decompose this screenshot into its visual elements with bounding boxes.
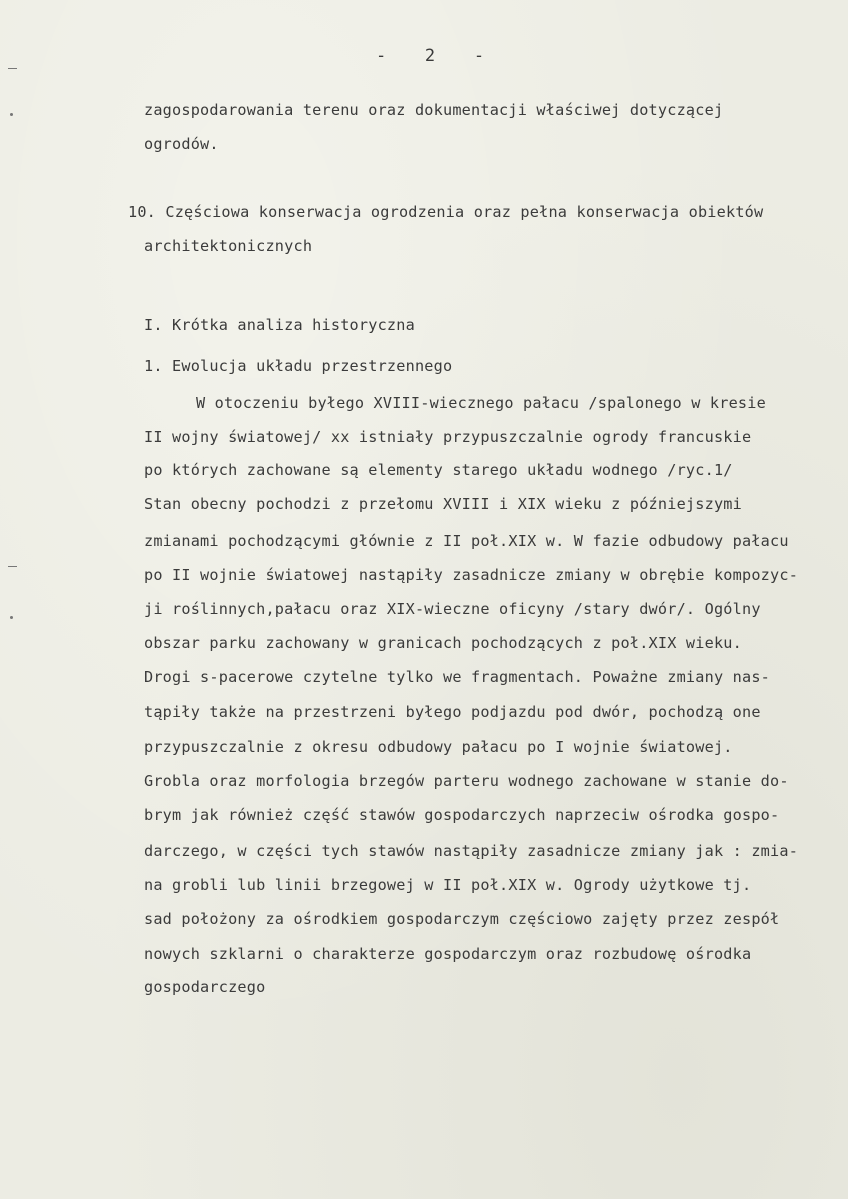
- body-line-9: Drogi s-pacerowe czytelne tylko we fragmentach. Poważne zmiany nas-: [144, 668, 771, 686]
- body-line-10: tąpiły także na przestrzeni byłego podjazdu pod dwór, pochodzą one: [144, 703, 761, 721]
- margin-mark-upper: [10, 113, 13, 116]
- body-line-6: po II wojnie światowej nastąpiły zasadnicze zmiany w obrębie kompozyc-: [144, 566, 799, 584]
- item-10-line-1: 10. Częściowa konserwacja ogrodzenia oraz pełna konserwacja obiektów: [128, 203, 764, 221]
- body-line-4: Stan obecny pochodzi z przełomu XVIII i XIX wieku z późniejszymi: [144, 495, 742, 513]
- body-line-14: darczego, w części tych stawów nastąpiły zasadnicze zmiany jak : zmia-: [144, 842, 799, 860]
- body-line-5: zmianami pochodzącymi głównie z II poł.XIX w. W fazie odbudowy pałacu: [144, 532, 789, 550]
- intro-line-2: ogrodów.: [144, 135, 219, 153]
- body-line-2: II wojny światowej/ xx istniały przypuszczalnie ogrody francuskie: [144, 428, 752, 446]
- subsection-heading: 1. Ewolucja układu przestrzennego: [144, 357, 453, 375]
- body-line-13: brym jak również część stawów gospodarczych naprzeciw ośrodka gospo-: [144, 806, 780, 824]
- body-line-1: W otoczeniu byłego XVIII-wiecznego pałacu /spalonego w kresie: [196, 394, 766, 412]
- margin-mark-top: [8, 68, 17, 69]
- body-line-18: gospodarczego: [144, 978, 266, 996]
- page-number: - 2 -: [375, 46, 487, 66]
- body-line-17: nowych szklarni o charakterze gospodarczym oraz rozbudowę ośrodka: [144, 945, 752, 963]
- body-line-7: ji roślinnych,pałacu oraz XIX-wieczne oficyny /stary dwór/. Ogólny: [144, 600, 761, 618]
- item-10-line-2: architektonicznych: [144, 237, 313, 255]
- body-line-12: Grobla oraz morfologia brzegów parteru wodnego zachowane w stanie do-: [144, 772, 789, 790]
- intro-line-1: zagospodarowania terenu oraz dokumentacji właściwej dotyczącej: [144, 101, 724, 119]
- body-line-16: sad położony za ośrodkiem gospodarczym częściowo zajęty przez zespół: [144, 910, 780, 928]
- body-line-8: obszar parku zachowany w granicach pochodzących z poł.XIX wieku.: [144, 634, 742, 652]
- margin-mark-lower: [10, 616, 13, 619]
- body-line-15: na grobli lub linii brzegowej w II poł.XIX w. Ogrody użytkowe tj.: [144, 876, 752, 894]
- section-heading: I. Krótka analiza historyczna: [144, 316, 415, 334]
- body-line-3: po których zachowane są elementy starego układu wodnego /ryc.1/: [144, 461, 733, 479]
- margin-mark-middle: [8, 566, 17, 567]
- body-line-11: przypuszczalnie z okresu odbudowy pałacu po I wojnie światowej.: [144, 738, 733, 756]
